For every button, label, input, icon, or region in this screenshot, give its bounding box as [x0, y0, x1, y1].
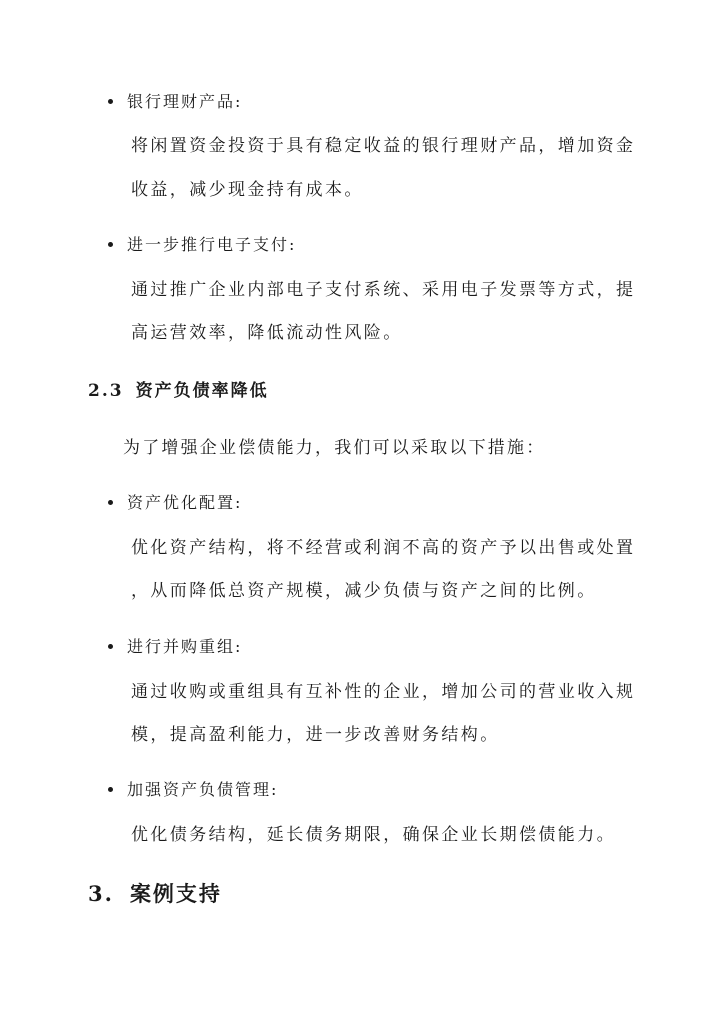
paragraph-line: 优化债务结构，延长债务期限，确保企业长期偿债能力。 — [131, 825, 616, 845]
list-item-title: 进行并购重组: — [108, 634, 242, 657]
paragraph-line: 模，提高盈利能力，进一步改善财务结构。 — [131, 725, 500, 745]
list-item-title: 资产优化配置: — [108, 490, 242, 513]
paragraph-line: 通过收购或重组具有互补性的企业，增加公司的营业收入规 — [131, 682, 636, 702]
section-heading: 2.3 资产负债率降低 — [88, 381, 269, 401]
bullet-icon — [108, 242, 113, 247]
list-item-title: 进一步推行电子支付: — [108, 232, 296, 255]
list-item-title: 加强资产负债管理: — [108, 777, 278, 800]
paragraph-line: ，从而降低总资产规模，减少负债与资产之间的比例。 — [131, 581, 597, 601]
bullet-icon — [108, 644, 113, 649]
paragraph-line: 将闲置资金投资于具有稳定收益的银行理财产品，增加资金 — [131, 136, 636, 156]
paragraph-line: 通过推广企业内部电子支付系统、采用电子发票等方式，提 — [131, 280, 636, 300]
bullet-icon — [108, 99, 113, 104]
chapter-heading: 3. 案例支持 — [88, 881, 222, 906]
section-intro: 为了增强企业偿债能力，我们可以采取以下措施： — [123, 438, 546, 458]
paragraph-line: 收益，减少现金持有成本。 — [131, 180, 364, 200]
paragraph-line: 高运营效率，降低流动性风险。 — [131, 323, 403, 343]
paragraph-line: 优化资产结构，将不经营或利润不高的资产予以出售或处置 — [131, 538, 636, 558]
bullet-icon — [108, 787, 113, 792]
list-item-title: 银行理财产品: — [108, 89, 242, 112]
bullet-icon — [108, 500, 113, 505]
